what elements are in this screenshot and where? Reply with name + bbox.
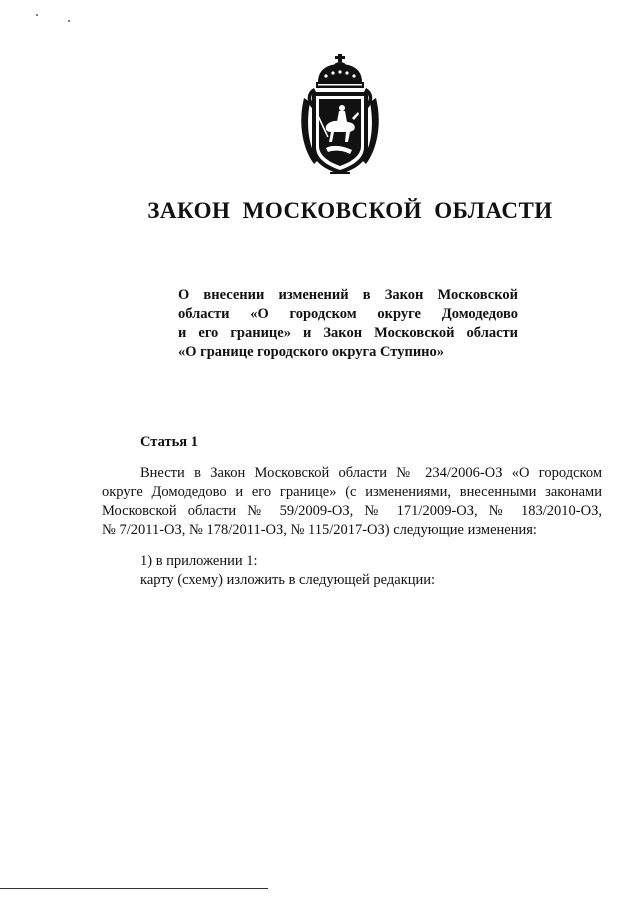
article-body [102, 464, 602, 540]
subject-line: и его границе» и Закон Московской области [178, 325, 518, 341]
article-heading: Статья 1 [140, 434, 198, 450]
scan-speck [68, 20, 70, 22]
article-body-line: округе Домодедово и его границе» (с изменениями, внесенными законами [102, 484, 602, 500]
article-body-line: № 7/2011-ОЗ, № 178/2011-ОЗ, № 115/2017-ОЗ) следующие изменения: [102, 522, 537, 538]
law-subject [178, 286, 518, 362]
article-item [140, 552, 435, 590]
subject-line: О внесении изменений в Закон Московской [178, 287, 518, 303]
article-item-line: 1) в приложении 1: [140, 553, 258, 569]
moscow-oblast-coat-of-arms-icon [296, 52, 384, 178]
law-title: ЗАКОН МОСКОВСКОЙ ОБЛАСТИ [147, 198, 553, 223]
article-body-line: Внести в Закон Московской области № 234/2006-ОЗ «О городском [140, 465, 602, 481]
footer-divider [0, 888, 268, 889]
subject-line: области «О городском округе Домодедово [178, 306, 518, 322]
subject-line: «О границе городского округа Ступино» [178, 344, 445, 360]
scan-speck [36, 14, 38, 16]
article-body-line: Московской области № 59/2009-ОЗ, № 171/2009-ОЗ, № 183/2010-ОЗ, [102, 503, 602, 519]
article-item-line: карту (схему) изложить в следующей редакции: [140, 572, 436, 588]
